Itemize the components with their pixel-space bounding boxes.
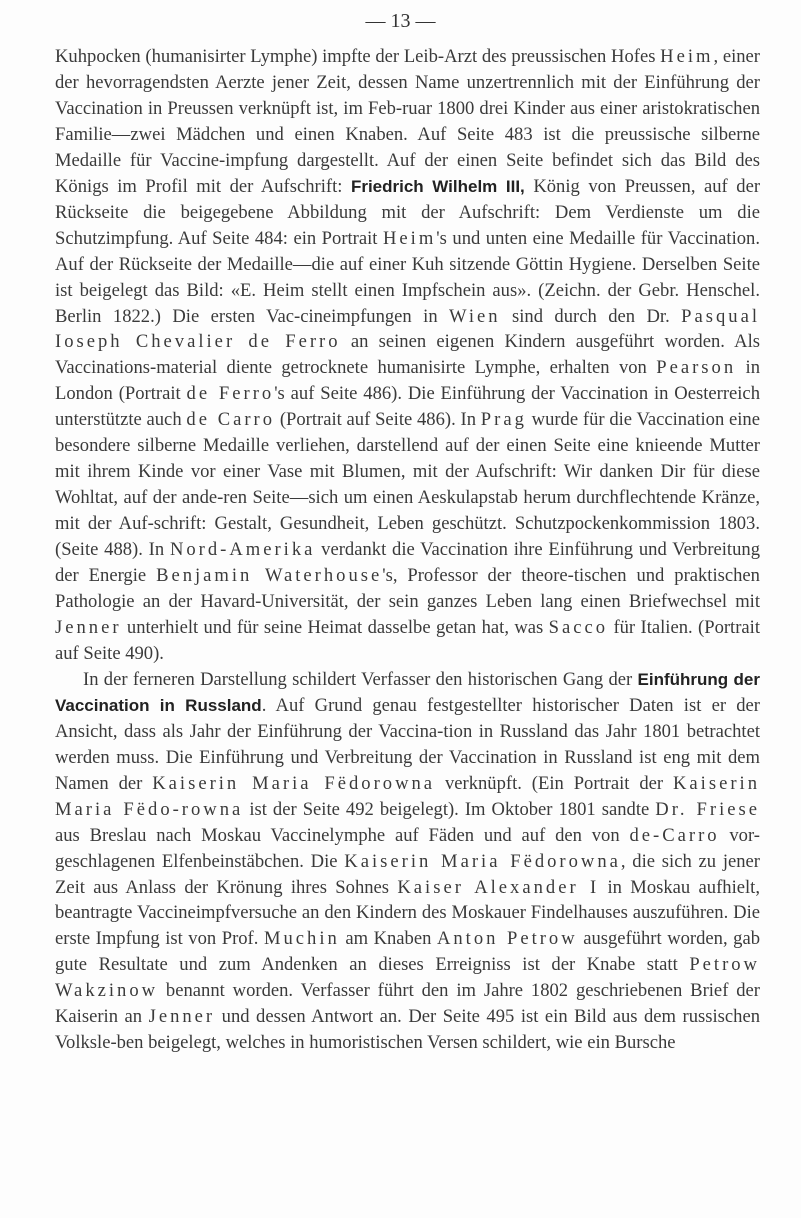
spaced-name: Sacco (548, 616, 609, 638)
spaced-name: Jenner (55, 616, 122, 638)
text-run: König von Preussen, auf der Rückseite die beigegebene Abbildung mit der Aufschrift: Dem Verdienste um die Schutzimpfung. Auf Seite 484: ein Portrait (55, 175, 761, 249)
spaced-name: Pearson (656, 357, 737, 379)
text-run: 's, Professor der theore-tischen und praktischen Pathologie an der Havard-Universität, der sein ganzes Leben lang einen Briefwechsel mit (55, 565, 760, 613)
spaced-name: de Carro (186, 409, 276, 431)
text-run: an seinen eigenen Kindern ausgeführt worden. Als Vaccinations-material diente getrocknete humanisirte Lymphe, erhalten von (55, 331, 760, 379)
text-run: 's auf Seite 486). Die Einführung der Vaccination in Oesterreich unterstützte auch (55, 383, 760, 431)
spaced-name: Jenner (148, 1006, 216, 1028)
spaced-name: Kaiserin Maria Fëdo-rowna (55, 772, 760, 820)
paragraph (55, 667, 760, 1056)
spaced-name: Benjamin Waterhouse (156, 565, 383, 587)
text-run: . Auf Grund genau festgestellter historischer Daten ist er der Ansicht, dass als Jahr der Einführung der Vaccina-tion in Russland das Jahr 1801 betrachtet werden muss. Die Einführung und Verbreitung der Vaccination in Russland ist eng mit dem Namen der (55, 694, 760, 794)
text-run: unterhielt und für seine Heimat dasselbe getan hat, was (121, 616, 549, 638)
text-run: verdankt die Vaccination ihre Einführung und Verbreitung der Energie (55, 539, 760, 587)
text-run: und dessen Antwort an. Der Seite 495 ist ein Bild aus dem russischen Volksle-ben beigelegt, welches in humoristischen Versen schildert, wie ein Bursche (55, 1006, 760, 1054)
text-run: Kuhpocken (humanisirter Lymphe) impfte der Leib-Arzt des preussischen Hofes (55, 46, 661, 67)
text-run: 's und unten eine Medaille für Vaccination. Auf der Rückseite der Medaille—die auf einer Kuh sitzende Göttin Hygiene. Derselben Seite ist beigelegt das Bild: «E. Heim stellt einen Impfschein aus». (Zeichn. der Gebr. Henschel. Berlin 1822.) Die ersten Vac-cineimpfungen in (55, 227, 760, 327)
text-run: wurde für die Vaccination eine besondere silberne Medaille verliehen, darstellend auf der einen Seite eine knieende Mutter mit ihrem Kinde vor einer Vase mit Blumen, mit der Aufschrift: Wir danken Dir für diese Wohltat, auf der ande-ren Seite—sich um einen Aeskulapstab herum durchflechtende Kränze, mit der Auf-schrift: Gestalt, Gesundheit, Leben geschützt. Schutzpockenkommission 1803. (Seite 488). In (55, 409, 760, 561)
spaced-name: de Ferro (186, 383, 275, 405)
text-run: ausgeführt worden, gab gute Resultate und zum Andenken an dieses Erreigniss ist der Knabe statt (55, 928, 760, 976)
bold-emphasis: Friedrich Wilhelm III, (350, 176, 525, 196)
paragraph (55, 44, 760, 667)
spaced-name: de-Carro (629, 824, 720, 846)
spaced-name: Pasqual Ioseph Chevalier de Ferro (55, 305, 760, 353)
text-run: ist der Seite 492 beigelegt). Im Oktober 1801 sandte (243, 798, 656, 820)
spaced-name: Prag (480, 409, 527, 431)
spaced-name: Kaiser Alexander I (397, 876, 600, 898)
spaced-name: Anton Petrow (436, 928, 578, 950)
text-run: benannt worden. Verfasser führt den im Jahre 1802 geschriebenen Brief der Kaiserin an (55, 980, 760, 1028)
text-run: für Italien. (Portrait auf Seite 490). (55, 616, 760, 664)
text-run: , einer der hevorragendsten Aerzte jener Zeit, dessen Name unzertrennlich mit der Einführung der Vaccination in Preussen verknüpft ist, im Feb-ruar 1800 drei Kinder aus einer aristokratischen Familie—zwei Mädchen und einen Knaben. Auf Seite 483 ist die preussische silberne Medaille für Vaccine-impfung dargestellt. Auf der einen Seite befindet sich das Bild des Königs im Profil mit der Aufschrift: (55, 46, 760, 197)
spaced-name: Heim (382, 227, 437, 249)
text-run: aus Breslau nach Moskau Vaccinelymphe auf Fäden und auf den von (55, 824, 630, 846)
text-run: , die sich zu jener Zeit aus Anlass der Krönung ihres Sohnes (55, 850, 761, 898)
spaced-name: Nord-Amerika (169, 539, 316, 561)
body-text (55, 44, 760, 1056)
spaced-name: Kaiserin Maria Fëdorowna (152, 772, 436, 794)
spaced-name: Heim (660, 46, 714, 67)
spaced-name: Petrow Wakzinow (55, 954, 760, 1002)
text-run: in Moskau aufhielt, beantragte Vaccineimpfversuche an den Kindern des Moskauer Findelhauses auszuführen. Die erste Impfung ist von Prof. (55, 876, 760, 950)
text-run: am Knaben (339, 928, 437, 950)
spaced-name: Kaiserin Maria Fëdorowna (344, 850, 621, 872)
text-run: (Portrait auf Seite 486). In (275, 409, 481, 431)
text-run: vor-geschlagenen Elfenbeinstäbchen. Die (55, 824, 760, 872)
text-run: In der ferneren Darstellung schildert Verfasser den historischen Gang der (83, 668, 638, 690)
spaced-name: Muchin (263, 928, 340, 950)
text-run: verknüpft. (Ein Portrait der (435, 772, 673, 794)
text-run: in London (Portrait (55, 357, 760, 405)
spaced-name: Wien (449, 305, 501, 327)
bold-emphasis: Einführung der Vaccination in Russland (55, 669, 760, 715)
spaced-name: Dr. Friese (655, 798, 760, 820)
page-number: — 13 — (365, 10, 436, 32)
text-run: sind durch den Dr. (500, 305, 682, 327)
